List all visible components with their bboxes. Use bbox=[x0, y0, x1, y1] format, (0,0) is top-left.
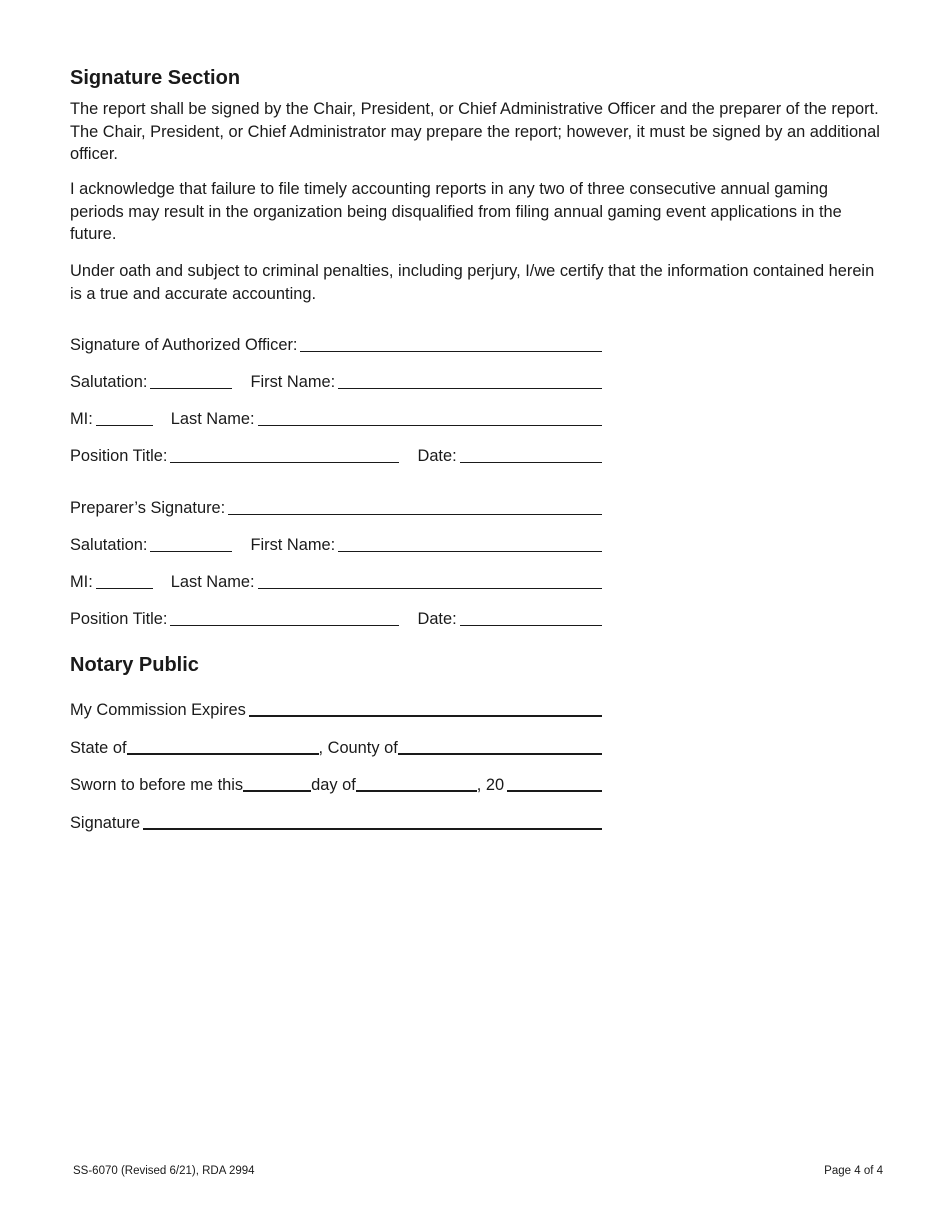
notary-signature-field[interactable] bbox=[143, 828, 602, 830]
day-of-label: day of bbox=[311, 776, 356, 794]
officer-name-row bbox=[70, 370, 602, 392]
officer-last-name-label: Last Name: bbox=[170, 410, 255, 428]
officer-first-name-field[interactable] bbox=[338, 388, 602, 389]
preparer-date-field[interactable] bbox=[460, 625, 602, 626]
preparer-name-row bbox=[70, 533, 602, 555]
preparer-first-name-label: First Name: bbox=[250, 536, 336, 554]
officer-date-label: Date: bbox=[417, 447, 457, 465]
sworn-row bbox=[70, 773, 602, 795]
preparer-last-name-label: Last Name: bbox=[170, 573, 255, 591]
preparer-mi-label: MI: bbox=[70, 573, 93, 591]
preparer-first-name-field[interactable] bbox=[338, 551, 602, 552]
notary-signature-row bbox=[70, 811, 602, 833]
instructions-paragraph: The report shall be signed by the Chair, President, or Chief Administrative Officer and the preparer of the report. The Chair, President, or Chief Administrator may prepare the report; however, it must be signed by an additional officer. bbox=[70, 100, 880, 163]
state-county-row bbox=[70, 736, 602, 758]
page-number-footer: Page 4 of 4 bbox=[824, 1165, 883, 1177]
officer-signature-label: Signature of Authorized Officer: bbox=[70, 336, 298, 354]
form-id-footer: SS-6070 (Revised 6/21), RDA 2994 bbox=[73, 1165, 255, 1177]
year-prefix-label: , 20 bbox=[476, 776, 505, 794]
officer-position-title-label: Position Title: bbox=[70, 447, 168, 465]
state-field[interactable] bbox=[127, 753, 319, 755]
commission-expires-field[interactable] bbox=[249, 715, 602, 717]
notary-signature-label: Signature bbox=[70, 814, 141, 832]
preparer-last-name-field[interactable] bbox=[258, 588, 602, 589]
officer-salutation-field[interactable] bbox=[150, 388, 232, 389]
officer-last-name-field[interactable] bbox=[258, 425, 602, 426]
officer-mi-field[interactable] bbox=[96, 425, 153, 426]
sworn-year-field[interactable] bbox=[507, 790, 602, 792]
officer-mi-label: MI: bbox=[70, 410, 93, 428]
sworn-day-field[interactable] bbox=[243, 790, 311, 792]
signature-section-heading: Signature Section bbox=[70, 67, 241, 89]
state-label: State of bbox=[70, 739, 127, 757]
officer-signature-row bbox=[70, 333, 602, 355]
preparer-salutation-field[interactable] bbox=[150, 551, 232, 552]
oath-paragraph: Under oath and subject to criminal penalties, including perjury, I/we certify that the information contained herein is a true and accurate accounting. bbox=[70, 262, 875, 303]
county-label: , County of bbox=[318, 739, 398, 757]
commission-label: My Commission Expires bbox=[70, 701, 246, 719]
officer-first-name-label: First Name: bbox=[250, 373, 336, 391]
notary-heading: Notary Public bbox=[70, 654, 199, 676]
preparer-salutation-label: Salutation: bbox=[70, 536, 148, 554]
sworn-label: Sworn to before me this bbox=[70, 776, 244, 794]
sworn-month-field[interactable] bbox=[356, 790, 477, 792]
commission-row bbox=[70, 698, 602, 720]
preparer-position-title-label: Position Title: bbox=[70, 610, 168, 628]
county-field[interactable] bbox=[398, 753, 602, 755]
preparer-mi-field[interactable] bbox=[96, 588, 153, 589]
preparer-signature-field[interactable] bbox=[228, 514, 602, 515]
preparer-date-label: Date: bbox=[417, 610, 457, 628]
officer-date-field[interactable] bbox=[460, 462, 602, 463]
preparer-last-name-row bbox=[70, 570, 602, 592]
officer-last-name-row bbox=[70, 407, 602, 429]
preparer-position-row bbox=[70, 607, 602, 629]
officer-position-title-field[interactable] bbox=[170, 462, 399, 463]
officer-signature-field[interactable] bbox=[300, 351, 602, 352]
preparer-position-title-field[interactable] bbox=[170, 625, 399, 626]
officer-position-row bbox=[70, 444, 602, 466]
preparer-signature-label: Preparer’s Signature: bbox=[70, 499, 226, 517]
preparer-signature-row bbox=[70, 496, 602, 518]
acknowledgement-paragraph: I acknowledge that failure to file timely accounting reports in any two of three consecutive annual gaming periods may result in the organization being disqualified from filing annual gaming event applications in the future. bbox=[70, 180, 842, 243]
officer-salutation-label: Salutation: bbox=[70, 373, 148, 391]
